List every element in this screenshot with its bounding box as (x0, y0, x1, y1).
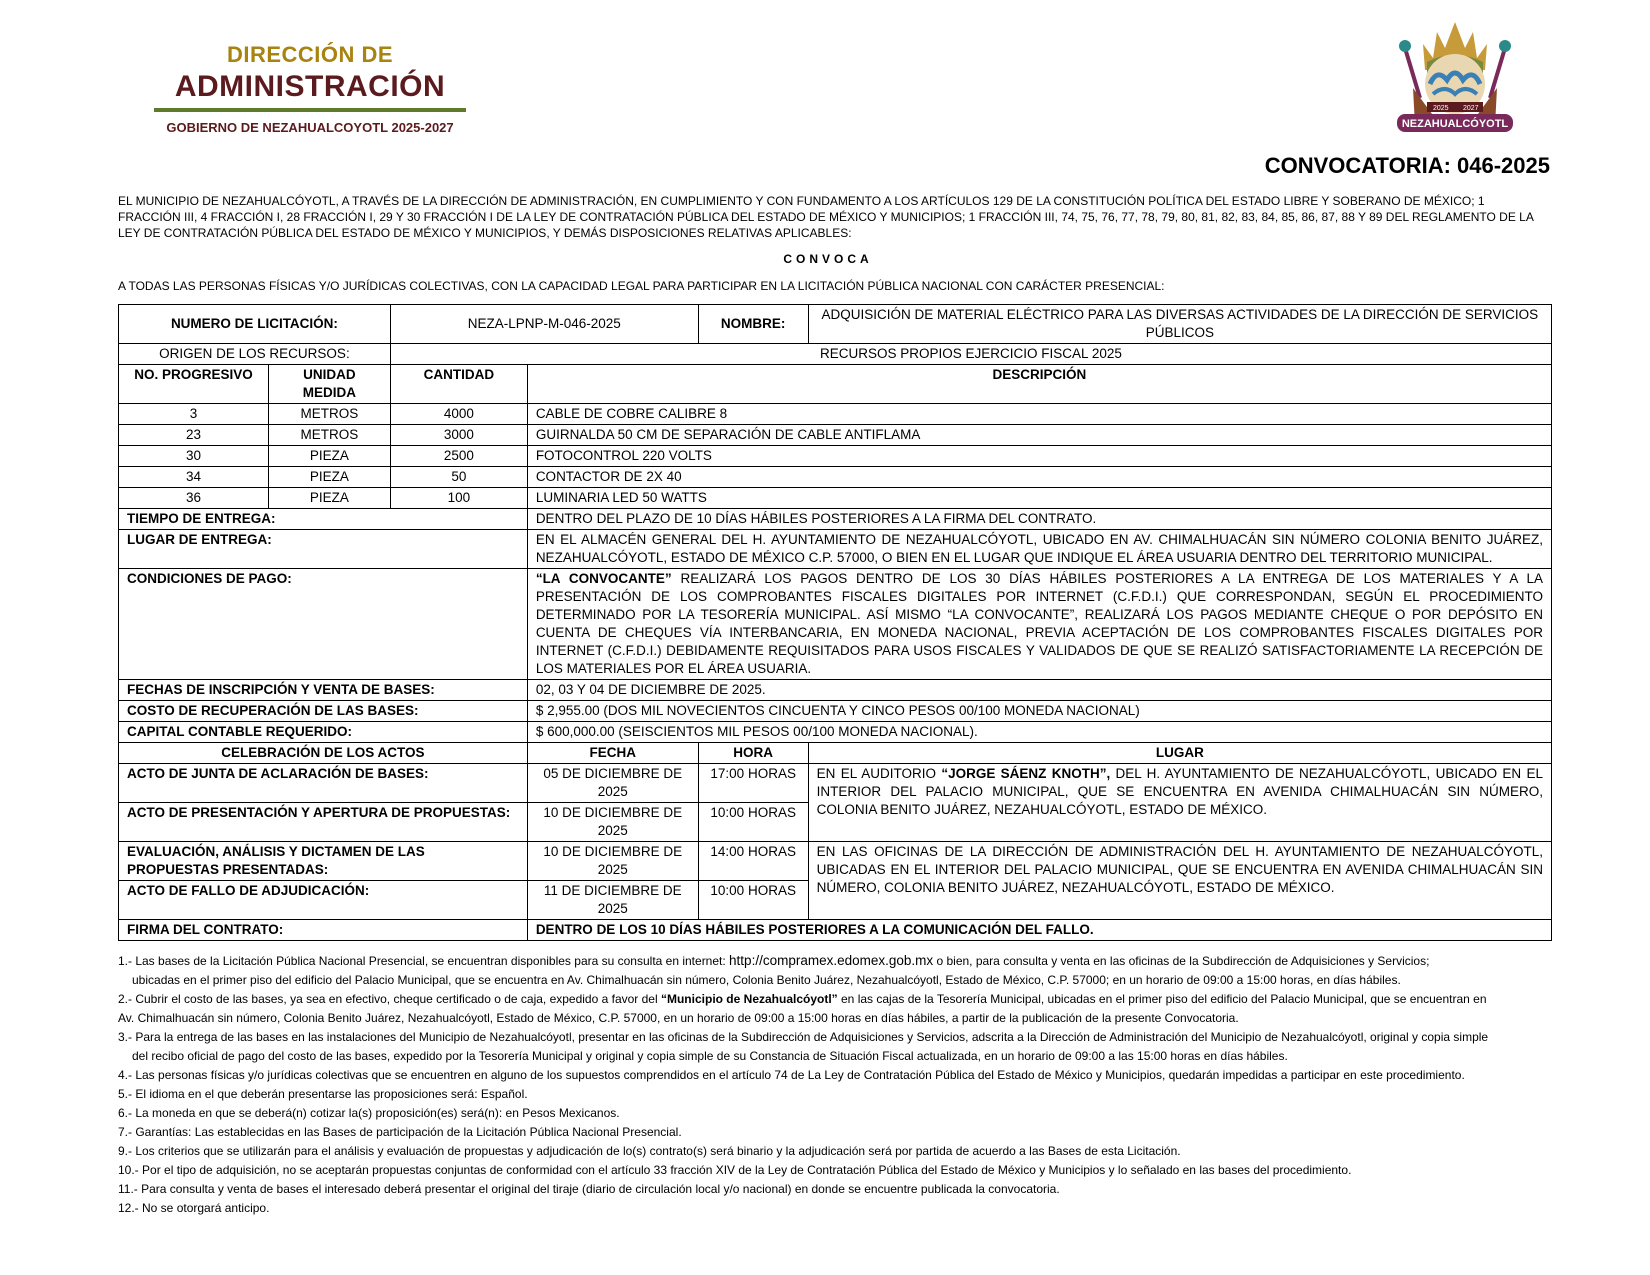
auditorium-name: “JORGE SÁENZ KNOTH”, (941, 766, 1111, 781)
item-unit: PIEZA (268, 488, 390, 509)
act-date: 05 DE DICIEMBRE DE 2025 (527, 764, 698, 803)
act-place-auditorium (808, 764, 1551, 842)
department-header (150, 42, 470, 135)
nezahualcoyotl-logo (1375, 18, 1535, 142)
delivery-time-row (119, 509, 1552, 530)
col-header-cantidad: CANTIDAD (390, 365, 527, 404)
intro-paragraph: EL MUNICIPIO DE NEZAHUALCÓYOTL, A TRAVÉS DE LA DIRECCIÓN DE ADMINISTRACIÓN, EN CUMPLIMIENTO Y CON FUNDAMENTO A LOS ARTÍCULOS 129 DE LA CONSTITUCIÓN POLÍTICA DEL ESTADO LIBRE Y SOBERANO DE MÉXICO; 1 FRACCIÓN III, 4 FRACCIÓN I, 28 FRACCIÓN I, 29 Y 30 FRACCIÓN I DE LA LEY DE CONTRATACIÓN PÚBLICA DEL ESTADO DE MÉXICO Y MUNICIPIOS; 1 FRACCIÓN III, 74, 75, 76, 77, 78, 79, 80, 81, 82, 83, 84, 85, 86, 87, 88 Y 89 DEL REGLAMENTO DE LA LEY DE CONTRATACIÓN PÚBLICA DEL ESTADO DE MÉXICO Y MUNICIPIOS, Y DEMÁS DISPOSICIONES RELATIVAS APLICABLES: (118, 194, 1534, 240)
item-no: 3 (119, 404, 269, 425)
tender-number-row (119, 305, 1552, 344)
item-qty: 2500 (390, 446, 527, 467)
act-name: EVALUACIÓN, ANÁLISIS Y DICTAMEN DE LAS PROPUESTAS PRESENTADAS: (119, 842, 528, 881)
act-place-offices: EN LAS OFICINAS DE LA DIRECCIÓN DE ADMINISTRACIÓN DEL H. AYUNTAMIENTO DE NEZAHUALCÓYOTL, UBICADAS EN EL INTERIOR DEL PALACIO MUNICIPAL, QUE SE ENCUENTRA EN AVENIDA CHIMALHUACÁN SIN NÚMERO, COLONIA BENITO JUÁREZ, NEZAHUALCÓYOTL, ESTADO DE MÉXICO. (808, 842, 1551, 920)
payment-conditions-row (119, 569, 1552, 680)
place-header: LUGAR (808, 743, 1551, 764)
origin-label: ORIGEN DE LOS RECURSOS: (119, 344, 391, 365)
act-date: 10 DE DICIEMBRE DE 2025 (527, 842, 698, 881)
item-no: 30 (119, 446, 269, 467)
act-time: 10:00 HORAS (698, 881, 808, 920)
place1-post: DEL H. AYUNTAMIENTO DE NEZAHUALCÓYOTL, UBICADO EN EL INTERIOR DEL PALACIO MUNICIPAL, QUE SE ENCUENTRA EN AVENIDA CHIMALHUACÁN SIN NÚMERO, COLONIA BENITO JUÁREZ, NEZAHUALCÓYOTL, ESTADO DE MÉXICO. (816, 766, 1543, 817)
note-12: 12.- No se otorgará anticipo. (118, 1201, 270, 1215)
capital-label: CAPITAL CONTABLE REQUERIDO: (119, 722, 528, 743)
convoca-heading: CONVOCA (783, 252, 873, 266)
acts-header: CELEBRACIÓN DE LOS ACTOS (119, 743, 528, 764)
delivery-place-label: LUGAR DE ENTREGA: (119, 530, 528, 569)
act-time: 17:00 HORAS (698, 764, 808, 803)
act-name: ACTO DE JUNTA DE ACLARACIÓN DE BASES: (119, 764, 528, 803)
header-line2: ADMINISTRACIÓN (174, 70, 446, 103)
note-10: 10.- Por el tipo de adquisición, no se aceptarán propuestas conjuntas de conformidad con el artículo 33 fracción XIV de la Ley de Contratación Pública del Estado de México y Municipios y lo señalado en las bases del procedimiento. (118, 1163, 1352, 1177)
table-row (119, 467, 1552, 488)
capital-value: $ 600,000.00 (SEISCIENTOS MIL PESOS 00/100 MONEDA NACIONAL). (527, 722, 1551, 743)
date-header: FECHA (527, 743, 698, 764)
item-desc: GUIRNALDA 50 CM DE SEPARACIÓN DE CABLE ANTIFLAMA (527, 425, 1551, 446)
table-row (119, 404, 1552, 425)
payment-conditions-value (527, 569, 1551, 680)
note-1-text: 1.- Las bases de la Licitación Pública Nacional Presencial, se encuentran disponibles para su consulta en internet: (118, 954, 730, 968)
item-qty: 50 (390, 467, 527, 488)
note-2-text-post: en las cajas de la Tesorería Municipal, ubicadas en el primer piso del edificio del Palacio Municipal, que se encuentran en (837, 992, 1487, 1006)
note-7: 7.- Garantías: Las establecidas en las Bases de participación de la Licitación Pública Nacional Presencial. (118, 1125, 682, 1139)
delivery-place-value: EN EL ALMACÉN GENERAL DEL H. AYUNTAMIENTO DE NEZAHUALCÓYOTL, UBICADO EN AV. CHIMALHUACÁN SIN NÚMERO COLONIA BENITO JUÁREZ, NEZAHUALCÓYOTL, ESTADO DE MÉXICO C.P. 57000, O BIEN EN EL LUGAR QUE INDIQUE EL ÁREA USUARIA DENTRO DEL TERRITORIO MUNICIPAL. (527, 530, 1551, 569)
note-3: 3.- Para la entrega de las bases en las instalaciones del Municipio de Nezahualcóyotl, presentar en las oficinas de la Subdirección de Adquisiciones y Servicios, adscrita a la Dirección de Administración del Municipio de Nezahualcóyotl, original y copia simple (118, 1030, 1489, 1044)
notes-list (118, 951, 1538, 1218)
act-time: 14:00 HORAS (698, 842, 808, 881)
note-2-text: 2.- Cubrir el costo de las bases, ya sea en efectivo, cheque certificado o de caja, expedido a favor del (118, 992, 661, 1006)
col-header-progresivo: NO. PROGRESIVO (119, 365, 269, 404)
note-3-line2: del recibo oficial de pago del costo de las bases, expedido por la Tesorería Municipal y original y copia simple de su Constancia de Situación Fiscal actualizada, en un horario de 09:00 a las 15:00 horas en días hábiles. (132, 1049, 1288, 1063)
note-9: 9.- Los criterios que se utilizarán para el análisis y evaluación de propuestas y adjudicación de lo(s) contrato(s) será binario y la adjudicación será por partida de acuerdo a las Bases de esta Licitación. (118, 1144, 1181, 1158)
bases-cost-row (119, 701, 1552, 722)
act-name: ACTO DE FALLO DE ADJUDICACIÓN: (119, 881, 528, 920)
tender-table (118, 304, 1552, 941)
item-no: 36 (119, 488, 269, 509)
origin-row (119, 344, 1552, 365)
registration-dates-value: 02, 03 Y 04 DE DICIEMBRE DE 2025. (527, 680, 1551, 701)
col-header-unidad: UNIDAD MEDIDA (268, 365, 390, 404)
tender-number-label: NUMERO DE LICITACIÓN: (119, 305, 391, 344)
logo-text: NEZAHUALCÓYOTL (1401, 118, 1509, 130)
table-row (119, 446, 1552, 467)
header-line1: DIRECCIÓN DE (226, 42, 394, 67)
item-desc: CABLE DE COBRE CALIBRE 8 (527, 404, 1551, 425)
item-no: 34 (119, 467, 269, 488)
contract-signing-row (119, 920, 1552, 941)
act-row (119, 764, 1552, 803)
item-no: 23 (119, 425, 269, 446)
act-date: 11 DE DICIEMBRE DE 2025 (527, 881, 698, 920)
origin-value: RECURSOS PROPIOS EJERCICIO FISCAL 2025 (390, 344, 1551, 365)
note-1-text-post: o bien, para consulta y venta en las oficinas de la Subdirección de Adquisiciones y Servicios; (933, 954, 1430, 968)
note-1 (118, 951, 1538, 971)
act-time: 10:00 HORAS (698, 803, 808, 842)
logo-year-1: 2025 (1433, 105, 1449, 112)
item-qty: 3000 (390, 425, 527, 446)
item-unit: METROS (268, 425, 390, 446)
registration-dates-label: FECHAS DE INSCRIPCIÓN Y VENTA DE BASES: (119, 680, 528, 701)
table-row (119, 488, 1552, 509)
item-unit: PIEZA (268, 467, 390, 488)
contract-signing-label: FIRMA DEL CONTRATO: (119, 920, 528, 941)
table-row (119, 425, 1552, 446)
item-unit: METROS (268, 404, 390, 425)
payment-conditions-label: CONDICIONES DE PAGO: (119, 569, 528, 680)
convocante-bold: “LA CONVOCANTE” (535, 571, 672, 586)
compramex-link[interactable]: http://compramex.edomex.gob.mx (729, 953, 934, 968)
name-value: ADQUISICIÓN DE MATERIAL ELÉCTRICO PARA LAS DIVERSAS ACTIVIDADES DE LA DIRECCIÓN DE SERVICIOS PÚBLICOS (808, 305, 1551, 344)
item-qty: 4000 (390, 404, 527, 425)
header-divider (154, 108, 466, 112)
header-line3: GOBIERNO DE NEZAHUALCOYOTL 2025-2027 (166, 120, 454, 135)
payment-conditions-text: REALIZARÁ LOS PAGOS DENTRO DE LOS 30 DÍAS HÁBILES POSTERIORES A LA ENTREGA DE LOS MATERIALES Y A LA PRESENTACIÓN DE LOS COMPROBANTES FISCALES DIGITALES POR INTERNET (C.F.D.I.) QUE CORRESPONDAN, SEGÚN EL PROCEDIMIENTO DETERMINADO POR LA TESORERÍA MUNICIPAL. ASÍ MISMO “LA CONVOCANTE”, REALIZARÁ LOS PAGOS MEDIANTE CHEQUE O POR DEPÓSITO EN CUENTA DE CHEQUES VÍA INTERBANCARIA, EN MONEDA NACIONAL, PREVIA ACEPTACIÓN DE LOS COMPROBANTES FISCALES DIGITALES POR INTERNET (C.F.D.I.) DEBIDAMENTE REQUISITADOS PARA USOS FISCALES Y VALIDADOS DE QUE SE REALIZÓ SATISFACTORIAMENTE LA RECEPCIÓN DE LOS MATERIALES POR EL ÁREA USUARIA. (535, 571, 1544, 676)
items-header-row (119, 365, 1552, 404)
note-2-line2: Av. Chimalhuacán sin número, Colonia Benito Juárez, Nezahualcóyotl, Estado de México, C.P. 57000, en un horario de 09:00 a 15:00 horas en días hábiles, a partir de la publicación de la presente Convocatoria. (118, 1011, 1239, 1025)
capital-row (119, 722, 1552, 743)
delivery-time-label: TIEMPO DE ENTREGA: (119, 509, 528, 530)
note-1-line2: ubicadas en el primer piso del edificio del Palacio Municipal, que se encuentra en Av. Chimalhuacán sin número, Colonia Benito Juárez, Nezahualcóyotl, Estado de México, C.P. 57000; en un horario de 09:00 a 15:00 horas, en días hábiles. (132, 973, 1401, 987)
item-qty: 100 (390, 488, 527, 509)
tender-number-value: NEZA-LPNP-M-046-2025 (390, 305, 698, 344)
note-11: 11.- Para consulta y venta de bases el interesado deberá presentar el original del tiraje (diario de circulación local y/o nacional) en donde se encuentre publicada la convocatoria. (118, 1182, 1060, 1196)
note-6: 6.- La moneda en que se deberá(n) cotizar la(s) proposición(es) será(n): en Pesos Mexicanos. (118, 1106, 620, 1120)
time-header: HORA (698, 743, 808, 764)
bases-cost-label: COSTO DE RECUPERACIÓN DE LAS BASES: (119, 701, 528, 722)
act-date: 10 DE DICIEMBRE DE 2025 (527, 803, 698, 842)
item-unit: PIEZA (268, 446, 390, 467)
note-5: 5.- El idioma en el que deberán presentarse las proposiciones será: Español. (118, 1087, 528, 1101)
delivery-time-value: DENTRO DEL PLAZO DE 10 DÍAS HÁBILES POSTERIORES A LA FIRMA DEL CONTRATO. (527, 509, 1551, 530)
logo-year-2: 2027 (1463, 105, 1479, 112)
place1-pre: EN EL AUDITORIO (816, 766, 942, 781)
contract-signing-value: DENTRO DE LOS 10 DÍAS HÁBILES POSTERIORES A LA COMUNICACIÓN DEL FALLO. (527, 920, 1551, 941)
page-title: CONVOCATORIA: 046-2025 (1264, 153, 1550, 178)
act-name: ACTO DE PRESENTACIÓN Y APERTURA DE PROPUESTAS: (119, 803, 528, 842)
item-desc: CONTACTOR DE 2X 40 (527, 467, 1551, 488)
item-desc: LUMINARIA LED 50 WATTS (527, 488, 1551, 509)
act-row (119, 842, 1552, 881)
note-4: 4.- Las personas físicas y/o jurídicas colectivas que se encuentren en alguno de los supuestos comprendidos en el artículo 74 de La Ley de Contratación Pública del Estado de México y Municipios, quedarán impedidas a participar en este procedimiento. (118, 1068, 1465, 1082)
invitation-paragraph: A TODAS LAS PERSONAS FÍSICAS Y/O JURÍDICAS COLECTIVAS, CON LA CAPACIDAD LEGAL PARA PARTICIPAR EN LA LICITACIÓN PÚBLICA NACIONAL CON CARÁCTER PRESENCIAL: (118, 279, 1165, 293)
note-2 (118, 990, 1538, 1009)
delivery-place-row (119, 530, 1552, 569)
registration-dates-row (119, 680, 1552, 701)
item-desc: FOTOCONTROL 220 VOLTS (527, 446, 1551, 467)
note-2-bold: “Municipio de Nezahualcóyotl” (660, 992, 838, 1006)
name-label: NOMBRE: (698, 305, 808, 344)
bases-cost-value: $ 2,955.00 (DOS MIL NOVECIENTOS CINCUENTA Y CINCO PESOS 00/100 MONEDA NACIONAL) (527, 701, 1551, 722)
col-header-descripcion: DESCRIPCIÓN (527, 365, 1551, 404)
acts-header-row (119, 743, 1552, 764)
